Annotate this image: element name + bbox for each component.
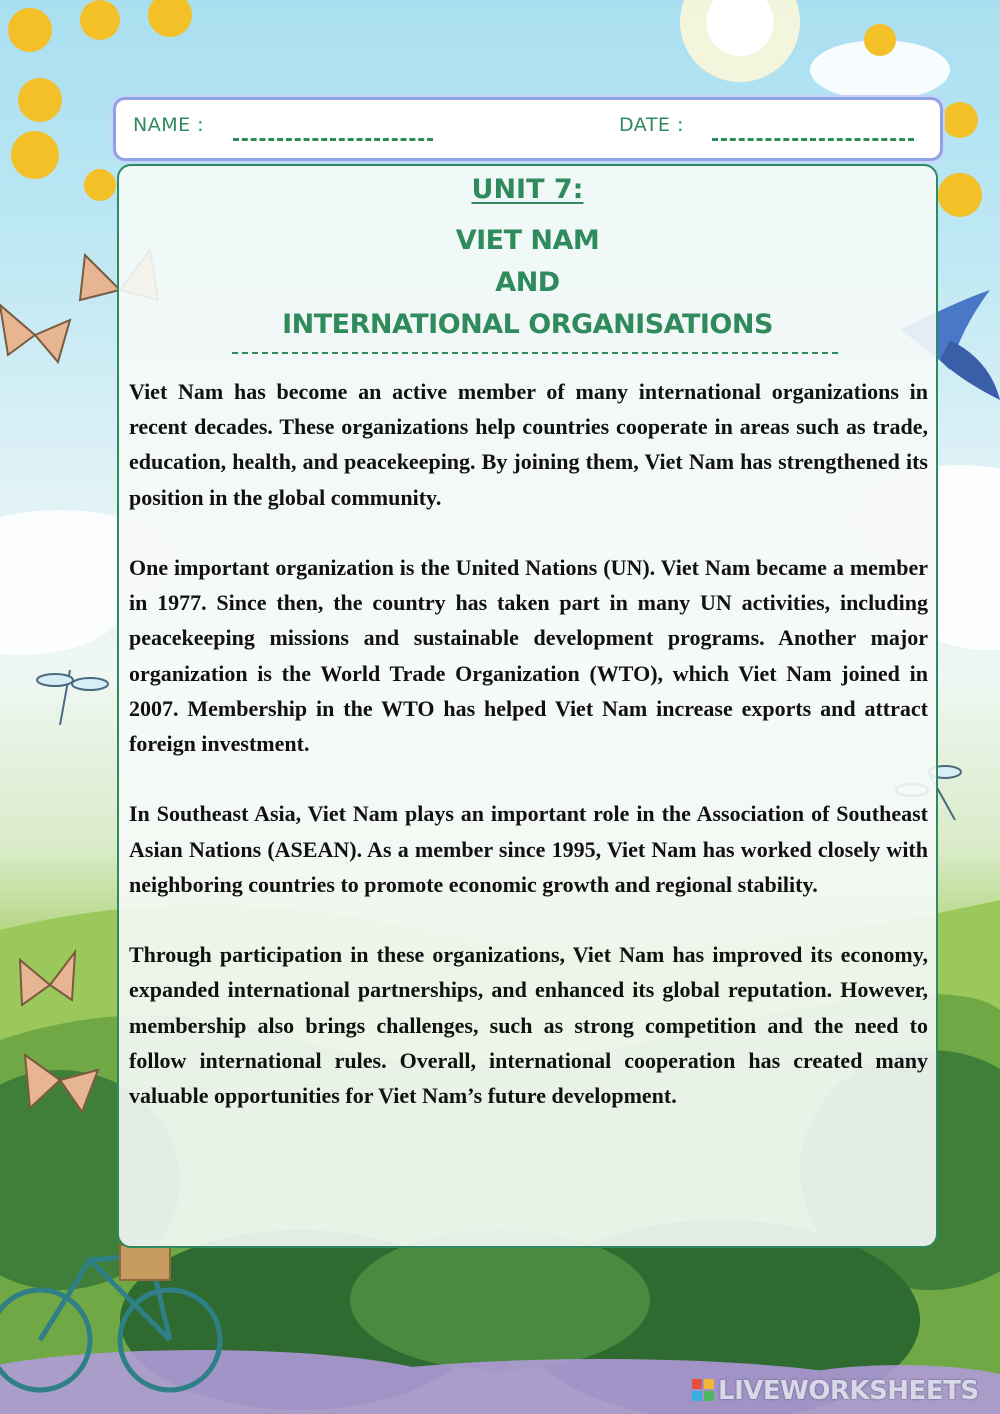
liveworksheets-watermark — [692, 1376, 979, 1406]
title-divider — [232, 346, 838, 354]
unit-title: UNIT 7: — [471, 174, 584, 205]
main-title-line-1: VIET NAM — [455, 225, 600, 256]
title-block — [117, 172, 938, 346]
passage-paragraph-4: Through participation in these organizations, Viet Nam has improved its economy, expanded international partnerships, and enhanced its global reputation. However, membership also brings challenges, such as strong competition and the need to follow international rules. Overall, international cooperation has created many valuable opportunities for Viet Nam’s future development. — [129, 942, 928, 1109]
passage-paragraph-1: Viet Nam has become an active member of many international organizations in recent decades. These organizations help countries cooperate in areas such as trade, education, health, and peacekeeping. By joining them, Viet Nam has strengthened its position in the global community. — [129, 379, 928, 510]
name-label: NAME : — [133, 114, 205, 136]
reading-passage — [129, 374, 928, 1113]
main-title-line-2: AND — [495, 267, 560, 298]
main-title-line-3: INTERNATIONAL ORGANISATIONS — [282, 309, 773, 340]
passage-paragraph-2: One important organization is the United Nations (UN). Viet Nam became a member in 1977. Since then, the country has taken part in many UN activities, including peacekeeping missions and sustainable development programs. Another major organization is the World Trade Organization (WTO), which Viet Nam joined in 2007. Membership in the WTO has helped Viet Nam increase exports and attract foreign investment. — [129, 555, 928, 757]
passage-paragraph-3: In Southeast Asia, Viet Nam plays an important role in the Association of Southeast Asian Nations (ASEAN). As a member since 1995, Viet Nam has worked closely with neighboring countries to promote economic growth and regional stability. — [129, 801, 928, 897]
liveworksheets-logo-icon — [692, 1379, 714, 1403]
name-blank-line[interactable] — [233, 122, 433, 141]
watermark-text: LIVEWORKSHEETS — [718, 1376, 979, 1406]
date-blank-line[interactable] — [712, 122, 914, 141]
name-date-header — [113, 97, 943, 161]
date-label: DATE : — [619, 114, 684, 136]
